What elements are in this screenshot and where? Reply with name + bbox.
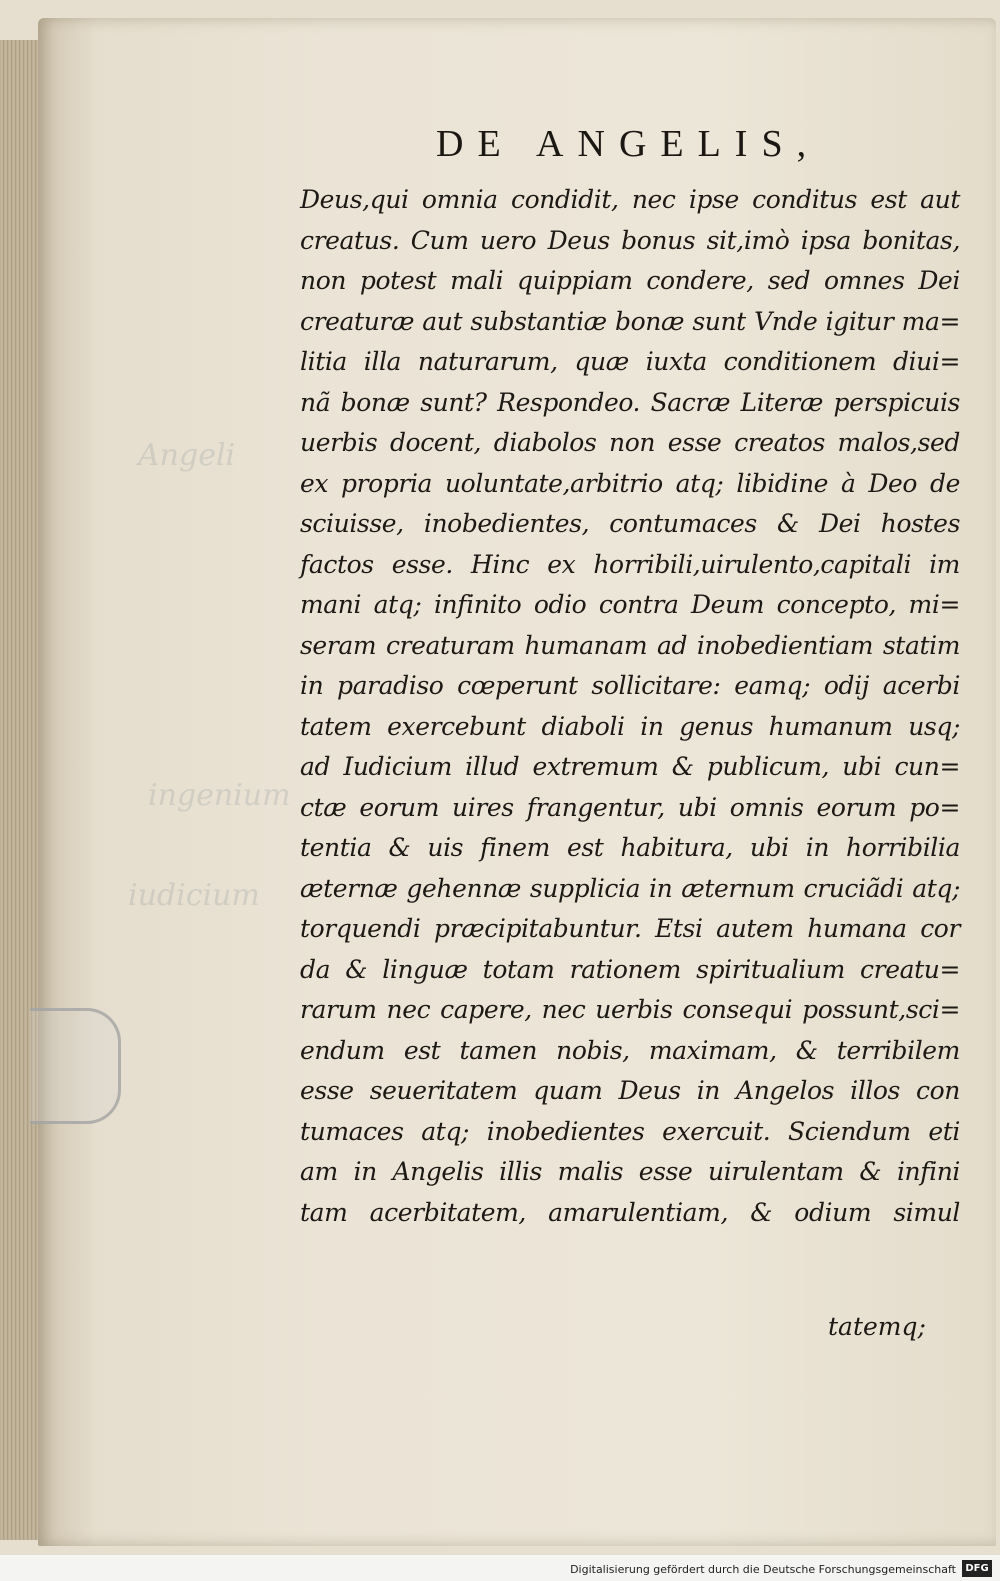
text-line: ctæ eorum uires frangentur, ubi omnis eorum po=	[300, 792, 960, 822]
text-line: creaturæ aut substantiæ bonæ sunt Vnde igitur ma=	[300, 306, 960, 336]
text-line: sciuisse, inobedientes, contumaces & Dei hostes	[300, 509, 960, 538]
running-head: DE ANGELIS,	[436, 123, 821, 165]
text-line: Deus,qui omnia condidit, nec ipse conditus est aut	[300, 185, 960, 214]
text-line: am in Angelis illis malis esse uirulentam & infini	[300, 1157, 960, 1186]
text-line: tumaces atq; inobedientes exercuit. Sciendum eti	[300, 1116, 960, 1146]
body-text	[300, 180, 960, 1233]
show-through-ink: iudicium	[128, 878, 260, 913]
text-line: endum est tamen nobis, maximam, & terribilem	[300, 1035, 960, 1065]
text-line: da & linguæ totam rationem spiritualium creatu=	[300, 954, 960, 984]
text-line: tam acerbitatem, amarulentiam, & odium simul	[300, 1197, 960, 1227]
text-line: non potest mali quippiam condere, sed omnes Dei	[300, 266, 960, 295]
digitization-credit: Digitalisierung gefördert durch die Deutsche Forschungsgemeinschaft	[570, 1563, 956, 1576]
catchword: tatemq;	[828, 1312, 926, 1341]
text-line: esse seueritatem quam Deus in Angelos illos con	[300, 1076, 960, 1105]
text-line: rarum nec capere, nec uerbis consequi possunt,sci=	[300, 995, 960, 1024]
book-page-edges	[0, 40, 43, 1540]
text-line: litia illa naturarum, quæ iuxta conditionem diui=	[300, 347, 960, 376]
text-line: factos esse. Hinc ex horribili,uirulento,capitali im	[300, 549, 960, 579]
text-line: in paradiso cœperunt sollicitare: eamq; odij acerbi	[300, 671, 960, 700]
text-line: ad Iudicium illud extremum & publicum, ubi cun=	[300, 752, 960, 781]
show-through-ink: ingenium	[148, 778, 291, 813]
text-line: uerbis docent, diabolos non esse creatos malos,sed	[300, 428, 960, 457]
text-line: creatus. Cum uero Deus bonus sit,imò ipsa bonitas,	[300, 225, 960, 255]
text-line: seram creaturam humanam ad inobedientiam statim	[300, 630, 960, 660]
text-line: æternæ gehennæ supplicia in æternum cruciãdi atq;	[300, 873, 960, 903]
text-line: torquendi præcipitabuntur. Etsi autem humana cor	[300, 914, 960, 943]
text-line: tentia & uis finem est habitura, ubi in horribilia	[300, 833, 960, 862]
text-line: nã bonæ sunt? Respondeo. Sacræ Literæ perspicuis	[300, 387, 960, 417]
text-line: tatem exercebunt diaboli in genus humanum usq;	[300, 711, 960, 741]
digitization-footer	[0, 1555, 1000, 1581]
text-line: mani atq; infinito odio contra Deum concepto, mi=	[300, 590, 960, 619]
show-through-ink: Angeli	[138, 438, 236, 473]
dfg-logo: DFG	[962, 1560, 992, 1577]
text-line: ex propria uoluntate,arbitrio atq; libidine à Deo de	[300, 468, 960, 498]
page-clip	[30, 1008, 121, 1124]
